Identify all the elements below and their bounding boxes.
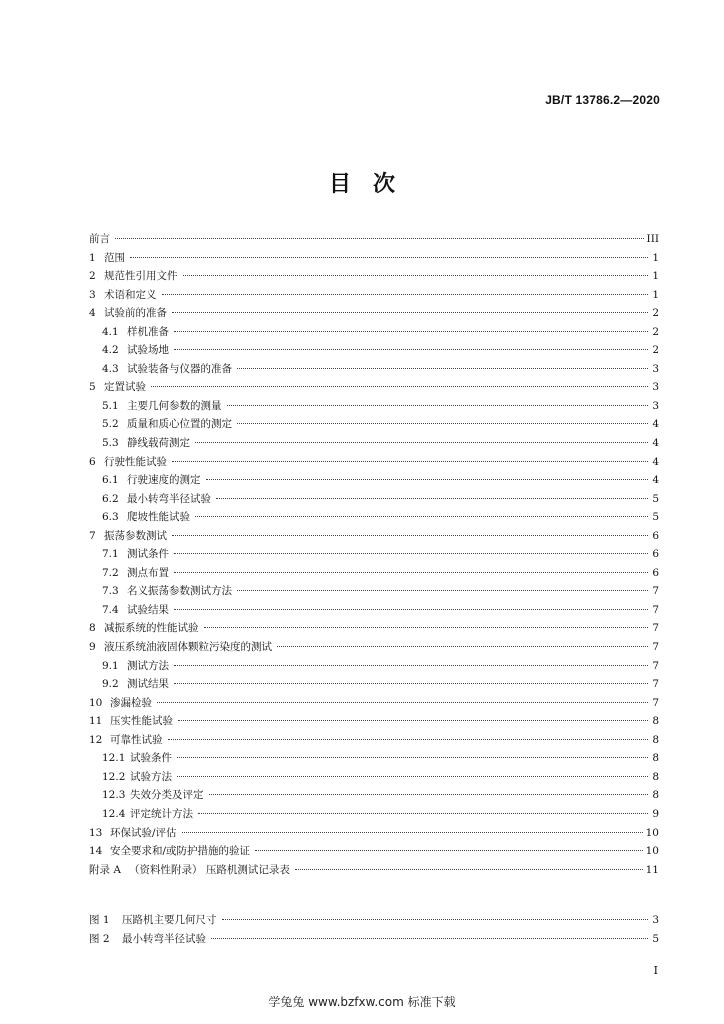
dot-leader	[174, 349, 648, 350]
toc-entry-label: 试验前的准备	[104, 307, 167, 320]
figure-entry-page: 5	[652, 932, 659, 945]
toc-entry[interactable]	[89, 508, 659, 527]
toc-entry-label: 行驶速度的测定	[127, 474, 201, 487]
toc-entry[interactable]	[89, 267, 659, 286]
toc-entry-label: 测试结果	[127, 678, 169, 691]
toc-entry-number: 6.2	[102, 492, 119, 505]
toc-entry-number: 5	[89, 381, 96, 394]
toc-entry-label: 样机准备	[127, 325, 169, 338]
toc-entry-number: 10	[89, 696, 103, 709]
toc-entry-label: 测点布置	[127, 566, 169, 579]
toc-entry[interactable]	[89, 601, 659, 620]
dot-leader	[277, 646, 648, 647]
toc-entry-number: 6	[89, 455, 96, 468]
toc-entry-label: 安全要求和/或防护措施的验证	[110, 845, 251, 858]
toc-entry-page: 6	[652, 529, 659, 542]
toc-entry-label: 试验结果	[127, 603, 169, 616]
table-of-contents	[89, 230, 659, 879]
dot-leader	[204, 627, 649, 628]
toc-entry-number: 附录 A	[89, 863, 121, 876]
toc-entry-page: 8	[652, 733, 659, 746]
toc-entry-number: 4	[89, 307, 96, 320]
standard-code: JB/T 13786.2—2020	[545, 93, 660, 107]
toc-entry[interactable]	[89, 230, 659, 249]
toc-entry-number: 4.2	[102, 344, 119, 357]
toc-entry-label: 质量和质心位置的测定	[127, 418, 232, 431]
toc-entry-page: 9	[652, 807, 659, 820]
toc-entry-number: 7.1	[102, 548, 119, 561]
toc-entry-page: 3	[652, 381, 659, 394]
toc-entry[interactable]	[89, 286, 659, 305]
dot-leader	[115, 238, 644, 239]
page-title: 目 次	[328, 172, 395, 197]
toc-entry-number: 12.3	[102, 789, 126, 802]
toc-entry-number: 6.3	[102, 511, 119, 524]
toc-entry-page: 7	[652, 622, 659, 635]
toc-entry[interactable]	[89, 360, 659, 379]
dot-leader	[237, 423, 648, 424]
toc-entry-label: 试验装备与仪器的准备	[127, 362, 232, 375]
dot-leader	[174, 553, 648, 554]
dot-leader	[227, 405, 649, 406]
toc-entry[interactable]	[89, 861, 659, 880]
toc-entry[interactable]	[89, 453, 659, 472]
toc-entry-label: 试验条件	[130, 752, 172, 765]
dot-leader	[178, 720, 648, 721]
dot-leader	[157, 702, 648, 703]
toc-entry-number: 5.3	[102, 437, 119, 450]
toc-entry[interactable]	[89, 694, 659, 713]
dot-leader	[206, 479, 649, 480]
toc-entry-label: 爬坡性能试验	[127, 511, 190, 524]
toc-entry-label: 压实性能试验	[110, 715, 173, 728]
toc-entry[interactable]	[89, 378, 659, 397]
toc-entry-page: 8	[652, 715, 659, 728]
toc-entry[interactable]	[89, 434, 659, 453]
toc-entry-page: 7	[652, 641, 659, 654]
dot-leader	[295, 869, 643, 870]
dot-leader	[222, 919, 649, 920]
toc-entry-label: 前言	[89, 233, 110, 245]
toc-entry-label: 可靠性试验	[110, 733, 163, 746]
toc-entry-label: 环保试验/评估	[110, 826, 177, 839]
toc-entry-label: 渗漏检验	[110, 696, 152, 709]
toc-entry-page: 8	[652, 770, 659, 783]
toc-entry-number: 2	[89, 270, 96, 283]
dot-leader	[151, 386, 648, 387]
dot-leader	[162, 294, 649, 295]
toc-entry-page: 1	[652, 251, 659, 264]
toc-entry[interactable]	[89, 471, 659, 490]
footer-watermark: 学兔兔 www.bzfxw.com 标准下载	[268, 995, 456, 1009]
dot-leader	[172, 312, 648, 313]
toc-entry[interactable]	[89, 582, 659, 601]
dot-leader	[237, 590, 648, 591]
toc-entry-page: 4	[652, 418, 659, 431]
toc-entry[interactable]	[89, 657, 659, 676]
toc-entry-label: 规范性引用文件	[104, 270, 178, 283]
dot-leader	[183, 275, 649, 276]
dot-leader	[172, 461, 648, 462]
toc-entry-number: 9	[89, 641, 96, 654]
figure-entry-number: 图 1	[89, 914, 110, 926]
dot-leader	[177, 776, 648, 777]
toc-entry[interactable]	[89, 249, 659, 268]
toc-entry[interactable]	[89, 323, 659, 342]
toc-entry-page: 4	[652, 437, 659, 450]
toc-entry-label: 最小转弯半径试验	[127, 492, 211, 505]
toc-entry-number: 8	[89, 622, 96, 635]
toc-entry-page: 4	[652, 474, 659, 487]
toc-entry[interactable]	[89, 749, 659, 768]
toc-entry-label: 术语和定义	[104, 288, 157, 301]
dot-leader	[198, 813, 648, 814]
toc-entry-number: 5.1	[102, 399, 119, 412]
toc-entry-page: 1	[652, 288, 659, 301]
toc-entry-page: 3	[652, 362, 659, 375]
toc-entry-number: 7.2	[102, 566, 119, 579]
figure-entry[interactable]	[89, 930, 659, 949]
toc-entry-page: 7	[652, 659, 659, 672]
dot-leader	[211, 938, 648, 939]
toc-entry-page: 7	[652, 603, 659, 616]
toc-entry-page: 2	[652, 344, 659, 357]
toc-entry[interactable]	[89, 842, 659, 861]
toc-entry[interactable]	[89, 805, 659, 824]
toc-entry[interactable]	[89, 712, 659, 731]
toc-entry-label: 评定统计方法	[130, 807, 193, 820]
toc-entry-label: 试验场地	[127, 344, 169, 357]
dot-leader	[237, 368, 648, 369]
dot-leader	[172, 535, 648, 536]
figure-list	[89, 911, 659, 948]
toc-entry[interactable]	[89, 397, 659, 416]
toc-entry-number: 7.3	[102, 585, 119, 598]
toc-entry[interactable]	[89, 768, 659, 787]
toc-entry-label: 振荡参数测试	[104, 529, 167, 542]
page-number: I	[653, 964, 658, 977]
toc-entry-label: 主要几何参数的测量	[127, 399, 222, 412]
toc-entry-label: 定置试验	[104, 381, 146, 394]
toc-entry[interactable]	[89, 527, 659, 546]
toc-entry-number: 12	[89, 733, 103, 746]
toc-entry-number: 4.1	[102, 325, 119, 338]
toc-entry[interactable]	[89, 415, 659, 434]
toc-entry-label: 名义振荡参数测试方法	[127, 585, 232, 598]
toc-entry-label: 行驶性能试验	[104, 455, 167, 468]
toc-entry[interactable]	[89, 304, 659, 323]
dot-leader	[174, 683, 648, 684]
toc-entry-page: 5	[652, 492, 659, 505]
toc-entry-page: 10	[645, 826, 659, 839]
toc-entry-page: 2	[652, 307, 659, 320]
dot-leader	[168, 739, 649, 740]
toc-entry[interactable]	[89, 675, 659, 694]
toc-entry-page: 2	[652, 325, 659, 338]
toc-entry-number: 11	[89, 715, 103, 728]
toc-entry-page: 7	[652, 678, 659, 691]
toc-entry-number: 7.4	[102, 603, 119, 616]
toc-entry-number: 9.2	[102, 678, 119, 691]
toc-entry[interactable]	[89, 490, 659, 509]
toc-entry-number: 5.2	[102, 418, 119, 431]
dot-leader	[216, 498, 648, 499]
toc-entry-number: 9.1	[102, 659, 119, 672]
toc-entry-number: 12.1	[102, 752, 126, 765]
toc-entry-page: 8	[652, 752, 659, 765]
toc-entry-page: 1	[652, 270, 659, 283]
toc-entry[interactable]	[89, 786, 659, 805]
toc-entry-label: 测试条件	[127, 548, 169, 561]
toc-entry-label: 静线载荷测定	[127, 437, 190, 450]
toc-entry-page: 3	[652, 399, 659, 412]
dot-leader	[130, 257, 648, 258]
toc-entry-page: III	[646, 233, 659, 245]
figure-entry-label: 压路机主要几何尺寸	[122, 914, 217, 926]
dot-leader	[174, 572, 648, 573]
toc-entry-label: 测试方法	[127, 659, 169, 672]
dot-leader	[195, 516, 648, 517]
toc-entry-page: 4	[652, 455, 659, 468]
toc-entry[interactable]	[89, 564, 659, 583]
dot-leader	[174, 665, 648, 666]
toc-entry-number: 13	[89, 826, 103, 839]
dot-leader	[195, 442, 648, 443]
figure-entry-number: 图 2	[89, 932, 110, 945]
toc-entry-page: 7	[652, 696, 659, 709]
toc-entry-number: 6.1	[102, 474, 119, 487]
toc-entry-label: （资料性附录） 压路机测试记录表	[129, 863, 290, 876]
toc-entry[interactable]	[89, 638, 659, 657]
dot-leader	[174, 331, 648, 332]
toc-entry-label: 范围	[104, 251, 125, 264]
figure-entry-page: 3	[652, 914, 659, 926]
dot-leader	[177, 757, 648, 758]
toc-entry-page: 7	[652, 585, 659, 598]
toc-entry-number: 3	[89, 288, 96, 301]
dot-leader	[174, 609, 648, 610]
figure-entry[interactable]	[89, 911, 659, 930]
toc-entry-page: 6	[652, 566, 659, 579]
toc-entry-page: 10	[645, 845, 659, 858]
toc-entry-label: 试验方法	[130, 770, 172, 783]
toc-entry[interactable]	[89, 341, 659, 360]
dot-leader	[255, 850, 643, 851]
toc-entry-label: 减振系统的性能试验	[104, 622, 199, 635]
toc-entry-number: 12.2	[102, 770, 126, 783]
toc-entry-number: 12.4	[102, 807, 126, 820]
toc-entry[interactable]	[89, 731, 659, 750]
dot-leader	[182, 832, 643, 833]
toc-entry-number: 1	[89, 251, 96, 264]
toc-entry-page: 5	[652, 511, 659, 524]
toc-entry[interactable]	[89, 824, 659, 843]
toc-entry-number: 4.3	[102, 362, 119, 375]
toc-entry-page: 6	[652, 548, 659, 561]
toc-entry[interactable]	[89, 619, 659, 638]
toc-entry[interactable]	[89, 545, 659, 564]
toc-entry-label: 液压系统油液固体颗粒污染度的测试	[104, 641, 272, 654]
toc-entry-label: 失效分类及评定	[130, 789, 204, 802]
toc-entry-page: 8	[652, 789, 659, 802]
figure-entry-label: 最小转弯半径试验	[122, 932, 206, 945]
toc-entry-number: 14	[89, 845, 103, 858]
toc-entry-number: 7	[89, 529, 96, 542]
dot-leader	[209, 794, 649, 795]
toc-entry-page: 11	[645, 863, 659, 876]
